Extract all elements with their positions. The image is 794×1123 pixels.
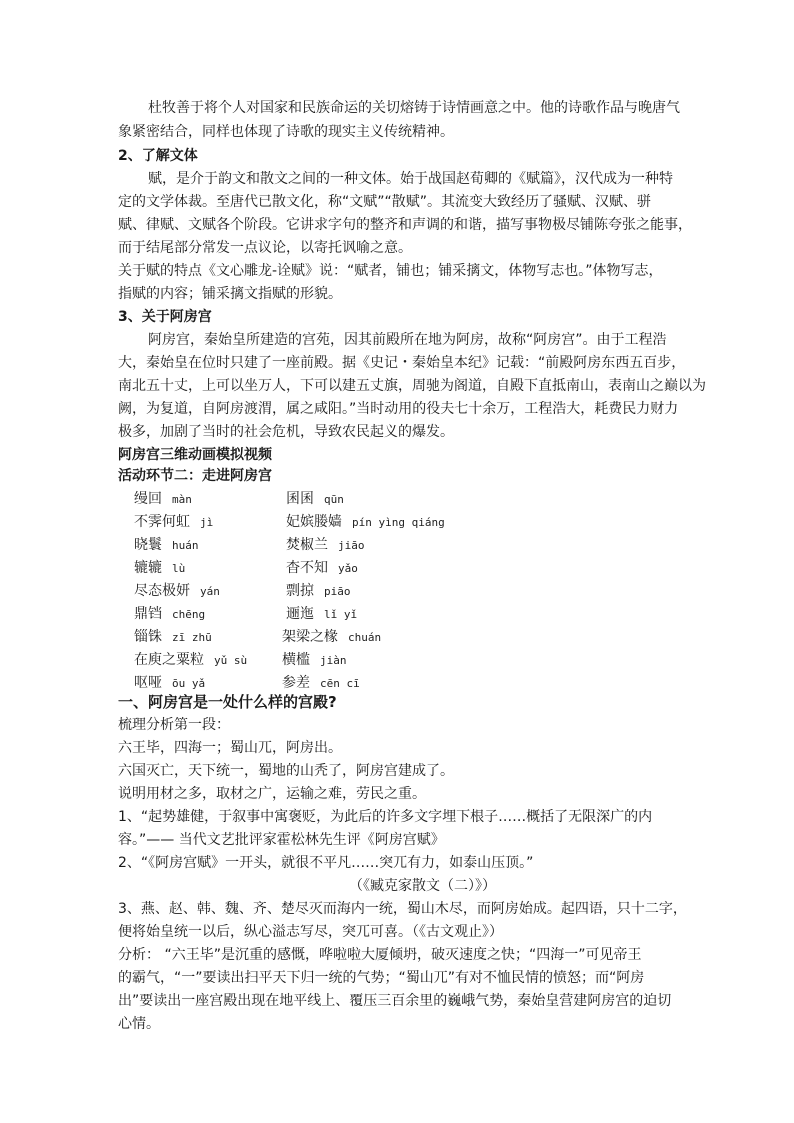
vocab-item: 妃嫔媵嫱 pín yìng qiáng: [286, 514, 445, 530]
quote-line: 1、“起势雄健，于叙事中寓褒贬，为此后的许多文字埋下根子……概括了无限深广的内: [118, 809, 653, 825]
paragraph-line: 说明用材之多，取材之广，运输之难，劳民之重。: [118, 786, 426, 802]
vocab-item: 缦回 màn: [134, 491, 192, 507]
paragraph-line: 阿房宫，秦始皇所建造的宫苑，因其前殿所在地为阿房，故称“阿房宫”。由于工程浩: [148, 332, 667, 348]
analysis-line: 心情。: [118, 1016, 160, 1032]
vocab-item: 辘辘 lù: [134, 560, 186, 576]
vocab-item: 尽态极妍 yán: [134, 583, 220, 599]
paragraph-line: 定的文学体裁。至唐代已散文化，称“文赋”“散赋”。其流变大致经历了骚赋、汉赋、骈: [118, 194, 652, 210]
section-heading: 2、了解文体: [118, 148, 198, 164]
intro-line: 杜牧善于将个人对国家和民族命运的关切熔铸于诗情画意之中。他的诗歌作品与晚唐气: [148, 100, 680, 116]
paragraph-line: 六王毕，四海一；蜀山兀，阿房出。: [118, 740, 342, 756]
vocab-item: 在庾之粟粒 yǔ sù: [134, 652, 248, 668]
vocab-item: 架梁之椽 chuán: [282, 629, 382, 645]
vocab-item: 横槛 jiàn: [282, 652, 347, 668]
video-heading: 阿房宫三维动画模拟视频: [118, 447, 272, 463]
paragraph-line: 极多，加剧了当时的社会危机，导致农民起义的爆发。: [118, 424, 454, 440]
section-heading: 3、关于阿房宫: [118, 309, 212, 325]
quote-source: （《臧克家散文（二）》）: [349, 878, 496, 894]
paragraph-line: 大，秦始皇在位时只建了一座前殿。据《史记・秦始皇本纪》记载：“前殿阿房东西五百步，: [118, 355, 686, 371]
paragraph-line: 南北五十丈，上可以坐万人，下可以建五丈旗，周驰为阁道，自殿下直抵南山，表南山之巅以为: [118, 378, 706, 394]
paragraph-line: 六国灭亡，天下统一，蜀地的山秃了，阿房宫建成了。: [118, 763, 454, 779]
vocab-item: 焚椒兰 jiāo: [286, 537, 365, 553]
part-heading: 一、阿房宫是一处什么样的宫殿?: [118, 693, 337, 711]
paragraph-line: 指赋的内容；铺采摛文指赋的形貌。: [118, 286, 342, 302]
paragraph-line: 赋，是介于韵文和散文之间的一种文体。始于战国赵荀卿的《赋篇》，汉代成为一种特: [148, 171, 673, 187]
vocab-item: 呕哑 ōu yǎ: [134, 675, 206, 691]
quote-line: 容。”—— 当代文艺批评家霍松林先生评《阿房宫赋》: [118, 832, 445, 848]
paragraph-line: 梳理分析第一段：: [118, 717, 230, 733]
vocab-item: 杳不知 yǎo: [286, 560, 358, 576]
paragraph-line: 而于结尾部分常发一点议论，以寄托讽喻之意。: [118, 240, 412, 256]
analysis-line: 的霸气，“一”要读出扫平天下归一统的气势；“蜀山兀”有对不恤民情的愤怒；而“阿房: [118, 970, 645, 986]
vocab-item: 晓鬟 huán: [134, 537, 199, 553]
paragraph-line: 关于赋的特点《文心雕龙-诠赋》说：“赋者，铺也；铺采摛文，体物写志也。”体物写志，: [118, 263, 663, 279]
quote-line: 2、“《阿房宫赋》一开头，就很不平凡……突兀有力，如泰山压顶。”: [118, 855, 534, 871]
vocab-item: 剽掠 piāo: [286, 583, 351, 599]
paragraph-line: 赋、律赋、文赋各个阶段。它讲求字句的整齐和声调的和谐，描写事物极尽铺陈夸张之能事，: [118, 217, 692, 233]
vocab-item: 参差 cēn cī: [282, 675, 360, 691]
analysis-line: 出”要读出一座宫殿出现在地平线上、覆压三百余里的巍峨气势，秦始皇营建阿房宫的迫切: [118, 993, 672, 1009]
paragraph-line: 3、燕、赵、韩、魏、齐、楚尽灭而海内一统，蜀山木尽，而阿房始成。起四语，只十二字，: [118, 901, 687, 917]
analysis-line: 分析： “六王毕”是沉重的感慨，哗啦啦大厦倾坍，破灭速度之快；“四海一”可见帝王: [118, 947, 642, 963]
vocab-item: 不霁何虹 jì: [134, 514, 214, 530]
paragraph-line: 便将始皇统一以后，纵心溢志写尽，突兀可喜。（《古文观止》）: [118, 924, 503, 940]
vocab-item: 囷囷 qūn: [286, 491, 344, 507]
activity-heading: 活动环节二：走进阿房宫: [118, 468, 272, 484]
paragraph-line: 阙，为复道，自阿房渡渭，属之咸阳。”当时动用的役夫七十余万，工程浩大，耗费民力财力: [118, 401, 679, 417]
vocab-item: 逦迤 lǐ yǐ: [286, 606, 358, 622]
vocab-item: 鼎铛 chēng: [134, 606, 206, 622]
intro-line: 象紧密结合，同样也体现了诗歌的现实主义传统精神。: [118, 124, 454, 140]
vocab-item: 锱铢 zī zhū: [134, 629, 212, 645]
